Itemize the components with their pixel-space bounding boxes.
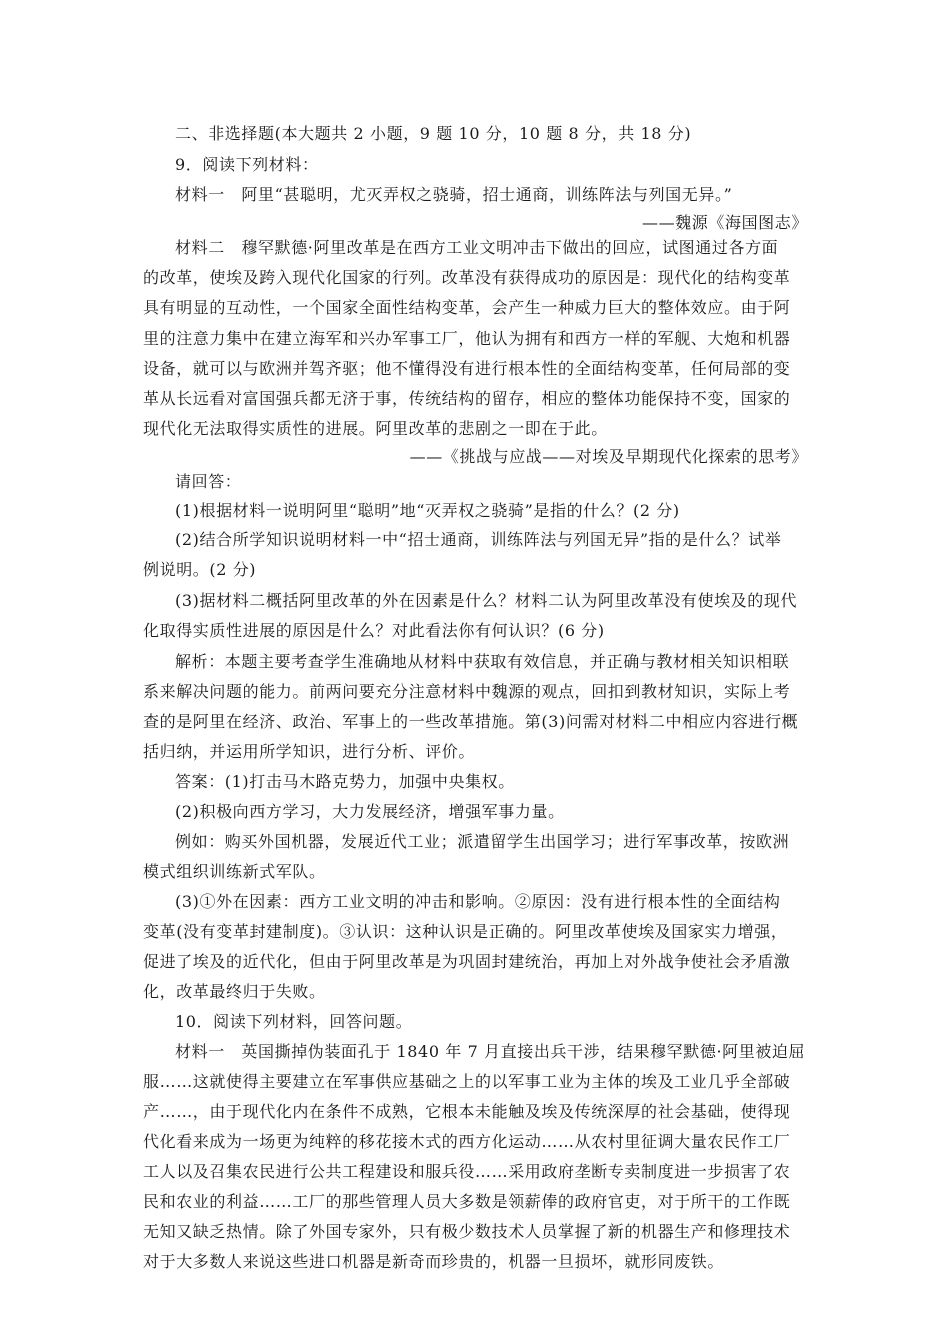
q9-analysis: 括归纳，并运用所学知识，进行分析、评价。 <box>143 742 476 761</box>
q9-material2-line: 具有明显的互动性，一个国家全面性结构变革，会产生一种威力巨大的整体效应。由于阿 <box>143 298 791 317</box>
q9-material2-source: ——《挑战与应战——对埃及早期现代化探索的思考》 <box>409 447 808 466</box>
q9-material2-line: 设备，就可以与欧洲并驾齐驱；他不懂得没有进行根本性的全面结构变革，任何局部的变 <box>143 359 791 378</box>
q9-example: 例如：购买外国机器，发展近代工业；派遣留学生出国学习；进行军事改革，按欧洲 <box>175 832 790 851</box>
q9-material1: 材料一 阿里“甚聪明，尤灭弄权之骁骑，招士通商，训练阵法与列国无异。” <box>175 185 733 204</box>
q10-material1: 产……，由于现代化内在条件不成熟，它根本未能触及埃及传统深厚的社会基础，使得现 <box>143 1102 791 1121</box>
q9-answer-2: (2)积极向西方学习，大力发展经济，增强军事力量。 <box>175 802 565 821</box>
q9-sub-question-2: 例说明。(2 分) <box>143 560 257 579</box>
q9-sub-question-3: (3)据材料二概括阿里改革的外在因素是什么？材料二认为阿里改革没有使埃及的现代 <box>175 591 798 610</box>
q9-example: 模式组织训练新式军队。 <box>143 862 326 881</box>
q9-sub-question-3: 化取得实质性进展的原因是什么？对此看法你有何认识？(6 分) <box>143 621 605 640</box>
q10-material1: 工人以及召集农民进行公共工程建设和服兵役……采用政府垄断专卖制度进一步损害了农 <box>143 1162 791 1181</box>
q9-analysis: 系来解决问题的能力。前两问要充分注意材料中魏源的观点，回扣到教材知识，实际上考 <box>143 682 791 701</box>
q9-answer-3: 变革(没有变革封建制度)。③认识：这种认识是正确的。阿里改革使埃及国家实力增强， <box>143 922 788 941</box>
q9-material2-line: 革从长远看对富国强兵都无济于事，传统结构的留存，相应的整体功能保持不变，国家的 <box>143 389 791 408</box>
q9-material2-line: 的改革，使埃及跨入现代化国家的行列。改革没有获得成功的原因是：现代化的结构变革 <box>143 268 791 287</box>
q10-material1: 对于大多数人来说这些进口机器是新奇而珍贵的，机器一旦损坏，就形同废铁。 <box>143 1252 725 1271</box>
q10-material1: 无知又缺乏热情。除了外国专家外，只有极少数技术人员掌握了新的机器生产和修理技术 <box>143 1222 791 1241</box>
q9-sub-question-1: (1)根据材料一说明阿里“聪明”地“灭弄权之骁骑”是指的什么？(2 分) <box>175 501 680 520</box>
q9-sub-question-2: (2)结合所学知识说明材料一中“招士通商，训练阵法与列国无异”指的是什么？试举 <box>175 530 782 549</box>
q10-material1: 代化看来成为一场更为纯粹的移花接木式的西方化运动……从农村里征调大量农民作工厂 <box>143 1132 791 1151</box>
q9-analysis: 解析：本题主要考查学生准确地从材料中获取有效信息，并正确与教材相关知识相联 <box>175 652 790 671</box>
question-10-prompt: 10．阅读下列材料，回答问题。 <box>175 1012 413 1031</box>
q10-material1: 材料一 英国撕掉伪装面孔于 1840 年 7 月直接出兵干涉，结果穆罕默德·阿里被迫屈 <box>175 1042 806 1061</box>
q9-answer-3: 促进了埃及的近代化，但由于阿里改革是为巩固封建统治，再加上对外战争使社会矛盾激 <box>143 952 791 971</box>
q9-material1-source: ——魏源《海国图志》 <box>641 213 808 232</box>
q9-material2-line: 现代化无法取得实质性的进展。阿里改革的悲剧之一即在于此。 <box>143 419 608 438</box>
q9-material2-line: 里的注意力集中在建立海军和兴办军事工厂，他认为拥有和西方一样的军舰、大炮和机器 <box>143 329 791 348</box>
q10-material1: 服……这就使得主要建立在军事供应基础之上的以军事工业为主体的埃及工业几乎全部破 <box>143 1072 791 1091</box>
q9-analysis: 查的是阿里在经济、政治、军事上的一些改革措施。第(3)问需对材料二中相应内容进行概 <box>143 712 799 731</box>
question-9-prompt: 9．阅读下列材料： <box>175 155 319 174</box>
q9-material2-line: 材料二 穆罕默德·阿里改革是在西方工业文明冲击下做出的回应，试图通过各方面 <box>175 238 779 257</box>
section-title: 二、非选择题(本大题共 2 小题，9 题 10 分，10 题 8 分，共 18 分) <box>175 124 692 143</box>
q9-answer-3: 化，改革最终归于失败。 <box>143 982 326 1001</box>
q9-answer-1: 答案：(1)打击马木路克势力，加强中央集权。 <box>175 772 515 791</box>
q9-ask: 请回答： <box>175 472 242 491</box>
q9-answer-3: (3)①外在因素：西方工业文明的冲击和影响。②原因：没有进行根本性的全面结构 <box>175 892 781 911</box>
q10-material1: 民和农业的利益……工厂的那些管理人员大多数是领薪俸的政府官吏，对于所干的工作既 <box>143 1192 791 1211</box>
